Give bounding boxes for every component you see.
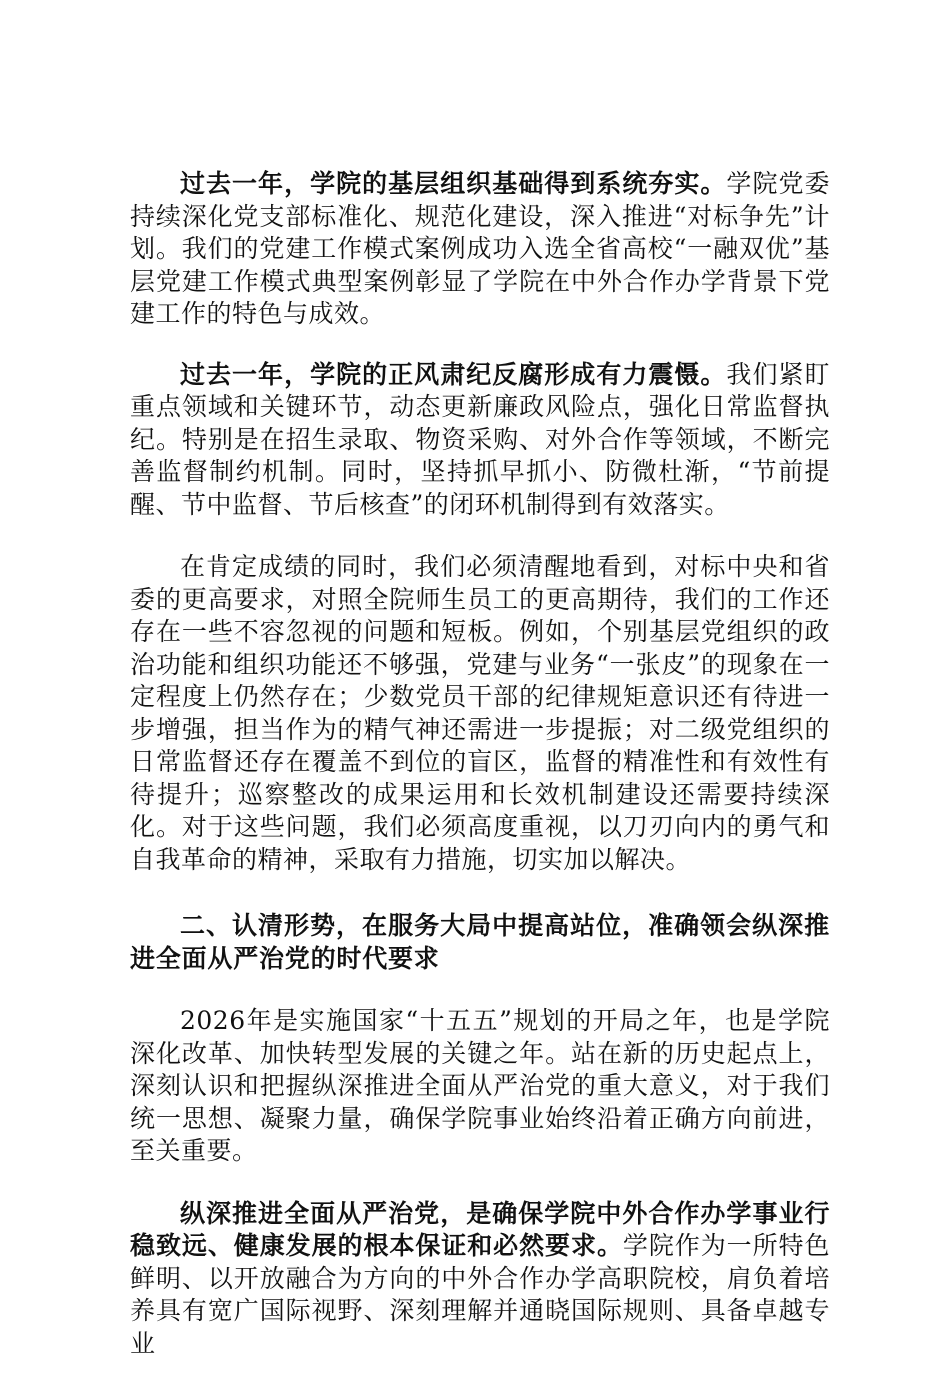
paragraph-fundamental-guarantee (130, 1198, 830, 1361)
section-heading: 二、认清形势，在服务大局中提高站位，准确领会纵深推进全面从严治党的时代要求 (130, 911, 830, 973)
paragraph-lead: 过去一年，学院的基层组织基础得到系统夯实。 (180, 169, 727, 198)
paragraph-body: 我们紧盯重点领域和关键环节，动态更新廉政风险点，强化日常监督执纪。特别是在招生录取、物资采购、对外合作等领域，不断完善监督制约机制。同时，坚持抓早抓小、防微杜渐，“节前提醒、节中监督、节后核查”的闭环机制得到有效落实。 (130, 359, 830, 519)
paragraph-organization (130, 168, 830, 331)
document-page (130, 168, 830, 1390)
paragraph-discipline (130, 359, 830, 522)
paragraph-body: 学院党委持续深化党支部标准化、规范化建设，深入推进“对标争先”计划。我们的党建工作模式案例成功入选全省高校“一融双优”基层党建工作模式典型案例彰显了学院在中外合作办学背景下党建工作的特色与成效。 (130, 169, 830, 328)
paragraph-shortcomings (130, 551, 830, 876)
paragraph-lead: 纵深推进全面从严治党，是确保学院中外合作办学事业行稳致远、健康发展的根本保证和必然要求。 (130, 1198, 830, 1260)
paragraph-2026-outlook (130, 1005, 830, 1168)
paragraph-lead: 过去一年，学院的正风肃纪反腐形成有力震慑。 (180, 359, 727, 389)
paragraph-body: 学院作为一所特色鲜明、以开放融合为方向的中外合作办学高职院校，肩负着培养具有宽广国际视野、深刻理解并通晓国际规则、具备卓越专业 (130, 1231, 830, 1358)
paragraph-body: 2026年是实施国家“十五五”规划的开局之年，也是学院深化改革、加快转型发展的关键之年。站在新的历史起点上，深刻认识和把握纵深推进全面从严治党的重大意义，对于我们统一思想、凝聚力量，确保学院事业始终沿着正确方向前进，至关重要。 (130, 1006, 830, 1165)
paragraph-body: 在肯定成绩的同时，我们必须清醒地看到，对标中央和省委的更高要求，对照全院师生员工的更高期待，我们的工作还存在一些不容忽视的问题和短板。例如，个别基层党组织的政治功能和组织功能还不够强，党建与业务“一张皮”的现象在一定程度上仍然存在；少数党员干部的纪律规矩意识还有待进一步增强，担当作为的精气神还需进一步提振；对二级党组织的日常监督还存在覆盖不到位的盲区，监督的精准性和有效性有待提升；巡察整改的成果运用和长效机制建设还需要持续深化。对于这些问题，我们必须高度重视，以刀刃向内的勇气和自我革命的精神，采取有力措施，切实加以解决。 (130, 552, 830, 874)
